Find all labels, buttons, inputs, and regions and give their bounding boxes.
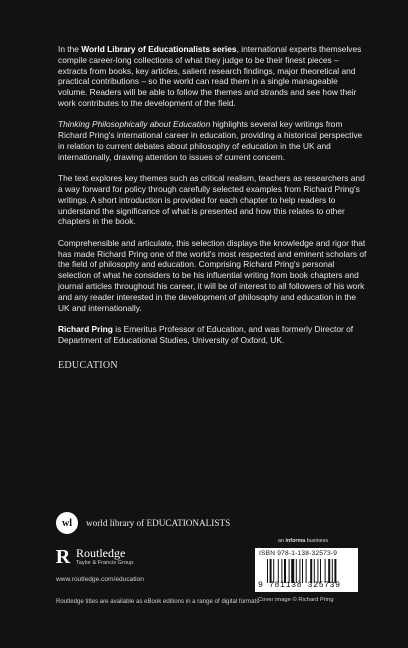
blurb-text — [58, 44, 368, 356]
series-logo-icon: wl — [56, 512, 78, 534]
author-name: Richard Pring — [58, 323, 113, 334]
series-brand — [56, 512, 230, 534]
routledge-r-icon: R — [55, 545, 71, 568]
publisher-group: Taylor & Francis Group — [76, 560, 134, 566]
series-name-bold: World Library of Educationalists series — [81, 44, 237, 54]
subject-category: EDUCATION — [58, 360, 118, 371]
blurb-paragraph-book — [58, 119, 368, 162]
ebook-note: Routledge titles are available as eBook editions in a range of digital formats — [56, 598, 260, 605]
publisher-url[interactable]: www.routledge.com/education — [56, 576, 144, 583]
informa-brand: informa — [285, 538, 306, 544]
informa-tagline — [278, 538, 328, 544]
blurb-paragraph-series — [58, 44, 368, 109]
isbn-label: ISBN 978-1-138-32573-9 — [259, 550, 338, 557]
publisher-text — [76, 547, 133, 567]
blurb-paragraph-themes: The text explores key themes such as critical realism, teachers as researchers and a way forward for policy through carefully selected examples from Richard Pring's writings. A short introduction is provided for each chapter to help readers to understand the significance of what is presented and how this relates to other chapters in the book. — [58, 173, 365, 227]
isbn-barcode-box — [255, 548, 358, 592]
book-title-italic: Thinking Philosophically about Education — [58, 119, 211, 130]
barcode-icon — [267, 559, 355, 583]
cover-credit: Cover image © Richard Pring — [258, 597, 334, 603]
informa-prefix: an — [278, 538, 286, 544]
blurb-paragraph-significance: Comprehensible and articulate, this selection displays the knowledge and rigor that has made Richard Pring one of the world's most respected and eminent scholars of the field of philosophy and education. Comprising Richard Pring's personal selection of what he considers to be his influential writing from book chapters and journal articles throughout his career, it will be of interest to all followers of his work and any reader interested in the development of philosophy and education in the UK and internationally. — [58, 237, 367, 313]
barcode-digits: 9 781138 325739 — [258, 581, 341, 590]
publisher-logo — [56, 546, 133, 568]
blurb-p2-rest: highlights several key writings from Richard Pring's international career in education, providing a historical perspective in relation to current debates about philosophy of education in the UK and internationally, drawing attention to issues of current concern. — [58, 119, 363, 162]
series-title: world library of EDUCATIONALISTS — [86, 518, 231, 528]
author-bio — [58, 324, 368, 346]
blurb-p1-intro: In the — [58, 44, 82, 54]
blurb-p1-rest: , international experts themselves compile career-long collections of what they judge to be their finest pieces – extracts from books, key articles, salient research findings, major theoretical and practical contributions – so the world can read them in a single manageable volume. Readers will be able to follow the themes and strands and see how their work contributes to the development of the field. — [58, 44, 362, 108]
publisher-name: Routledge — [76, 546, 126, 560]
author-bio-rest: is Emeritus Professor of Education, and was formerly Director of Department of Educational Studies, University of Oxford, UK. — [58, 323, 354, 345]
informa-suffix: business — [305, 538, 329, 544]
